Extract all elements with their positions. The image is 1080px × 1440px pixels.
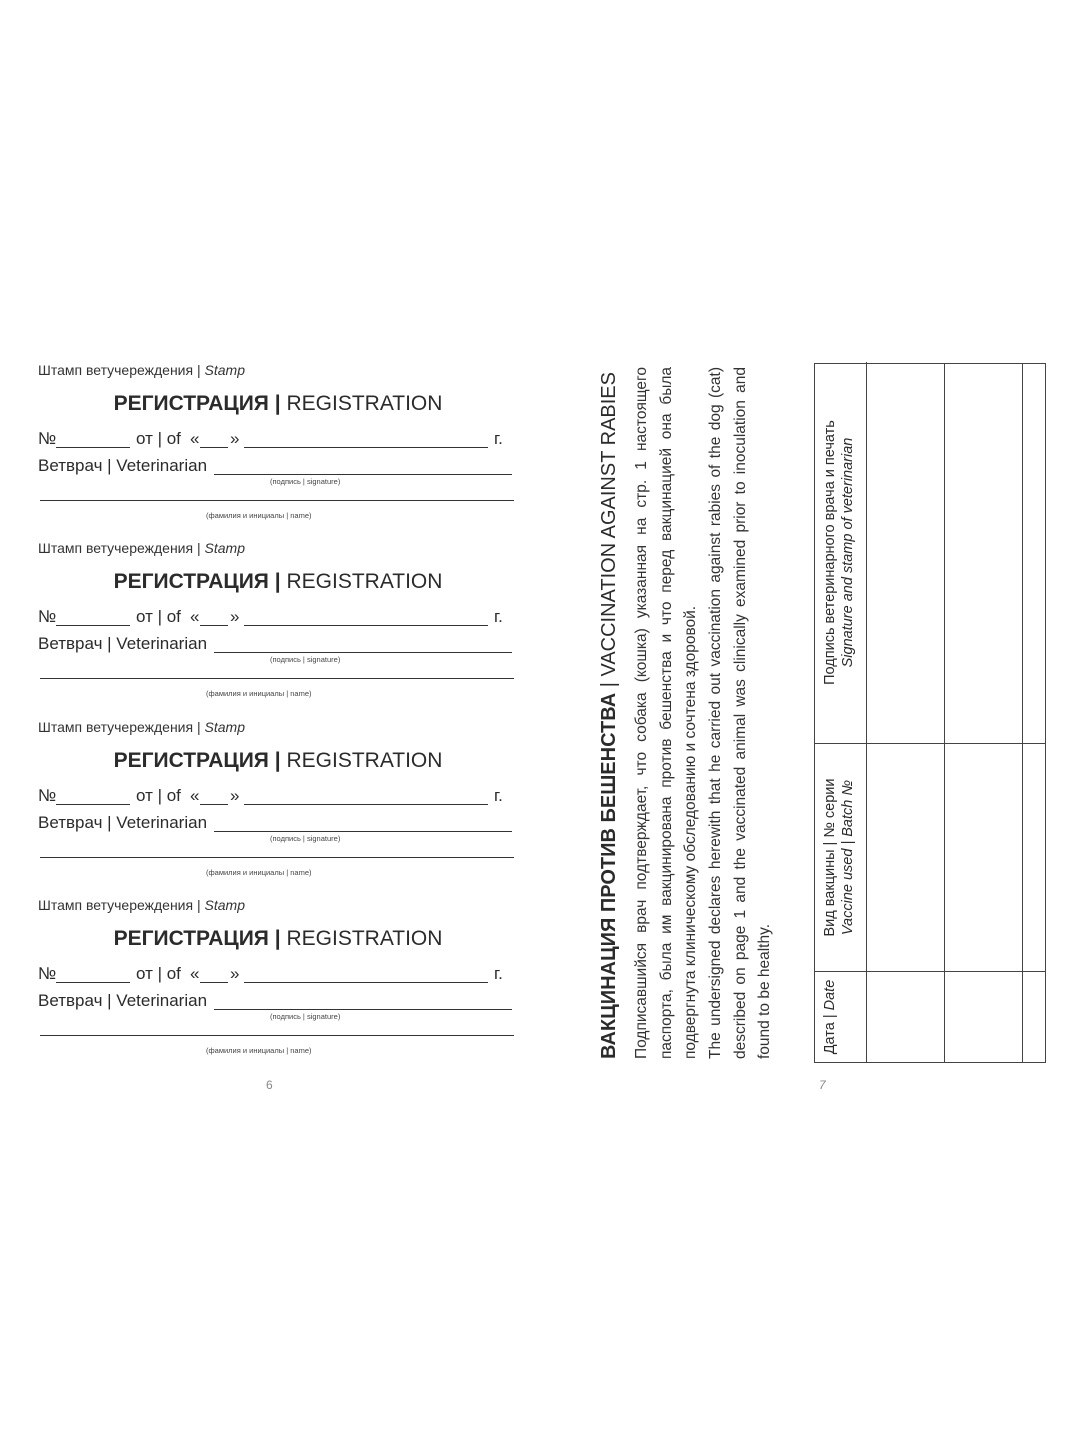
- registration-block: [38, 350, 518, 520]
- quote-open: «: [190, 964, 200, 983]
- signature-field[interactable]: [214, 652, 512, 653]
- quote-close: »: [230, 429, 240, 448]
- name-field[interactable]: [40, 500, 514, 501]
- date-column: [815, 972, 1045, 1062]
- quote-close: »: [230, 786, 240, 805]
- month-year-field[interactable]: [244, 625, 488, 626]
- registration-block: [38, 885, 518, 1055]
- number-date-row: [38, 964, 508, 986]
- day-field[interactable]: [200, 804, 228, 805]
- number-date-row: [38, 786, 508, 808]
- veterinarian-label: Ветврач | Veterinarian: [38, 991, 208, 1010]
- veterinarian-row: [38, 456, 518, 478]
- signature-caption: (подпись | signature): [270, 477, 341, 486]
- month-year-field[interactable]: [244, 804, 488, 805]
- quote-open: «: [190, 607, 200, 626]
- stamp-label: Штамп ветучереждения | Stamp: [38, 540, 245, 556]
- quote-open: «: [190, 429, 200, 448]
- signature-caption: (подпись | signature): [270, 655, 341, 664]
- name-field[interactable]: [40, 1035, 514, 1036]
- day-field[interactable]: [200, 447, 228, 448]
- table-row[interactable]: [944, 364, 945, 1062]
- number-label: №: [38, 607, 57, 626]
- date-header: Дата | Date: [815, 972, 867, 1062]
- page-number: 6: [266, 1078, 273, 1092]
- quote-open: «: [190, 786, 200, 805]
- name-caption: (фамилия и инициалы | name): [206, 689, 312, 698]
- year-label: г.: [494, 429, 503, 448]
- vaccine-column: [815, 744, 1045, 972]
- veterinarian-label: Ветврач | Veterinarian: [38, 456, 208, 475]
- declaration-en: The undersigned declares herewith that he carried out vaccination against rabies of the dog (cat) described on page 1 and the vaccinated animal was clinically examined prior to inoculation and found to be healthy.: [707, 367, 773, 1059]
- number-label: №: [38, 429, 57, 448]
- signature-caption: (подпись | signature): [270, 834, 341, 843]
- from-label: от | of: [136, 964, 181, 983]
- number-date-row: [38, 429, 508, 451]
- number-label: №: [38, 964, 57, 983]
- from-label: от | of: [136, 429, 181, 448]
- signature-field[interactable]: [214, 474, 512, 475]
- registration-block: [38, 707, 518, 877]
- signature-header: Подпись ветеринарного врача и печать Signature and stamp of veterinarian: [815, 362, 867, 743]
- name-field[interactable]: [40, 678, 514, 679]
- name-caption: (фамилия и инициалы | name): [206, 868, 312, 877]
- page-number: 7: [819, 1078, 826, 1092]
- signature-field[interactable]: [214, 831, 512, 832]
- registration-title: РЕГИСТРАЦИЯ | REGISTRATION: [113, 570, 443, 593]
- signature-caption: (подпись | signature): [270, 1012, 341, 1021]
- stamp-label: Штамп ветучереждения | Stamp: [38, 719, 245, 735]
- veterinarian-label: Ветврач | Veterinarian: [38, 634, 208, 653]
- number-field[interactable]: [56, 625, 130, 626]
- veterinarian-label: Ветврач | Veterinarian: [38, 813, 208, 832]
- vaccination-title: ВАКЦИНАЦИЯ ПРОТИВ БЕШЕНСТВА | VACCINATION AGAINST RABIES: [598, 372, 620, 1059]
- veterinarian-row: [38, 634, 518, 656]
- name-caption: (фамилия и инициалы | name): [206, 511, 312, 520]
- veterinarian-row: [38, 813, 518, 835]
- vaccination-table: [814, 363, 1046, 1063]
- from-label: от | of: [136, 607, 181, 626]
- vaccine-header: Вид вакцины | № серии Vaccine used | Batch №: [815, 744, 867, 971]
- registration-title: РЕГИСТРАЦИЯ | REGISTRATION: [113, 749, 443, 772]
- quote-close: »: [230, 607, 240, 626]
- registration-title: РЕГИСТРАЦИЯ | REGISTRATION: [113, 927, 443, 950]
- name-field[interactable]: [40, 857, 514, 858]
- year-label: г.: [494, 964, 503, 983]
- stamp-label: Штамп ветучереждения | Stamp: [38, 362, 245, 378]
- left-page: [0, 350, 540, 1110]
- signature-column: [815, 362, 1045, 744]
- registration-block: [38, 528, 518, 698]
- month-year-field[interactable]: [244, 447, 488, 448]
- month-year-field[interactable]: [244, 982, 488, 983]
- right-page: [540, 350, 1080, 1110]
- number-field[interactable]: [56, 447, 130, 448]
- number-label: №: [38, 786, 57, 805]
- declaration-ru: Подписавшийся врач подтверждает, что собака (кошка) указанная на стр. 1 настоящего паспорта, была им вакцинирована против бешенства и что перед вакцинацией она была подвергнута клиническому обследованию и сочтена здоровой.: [633, 367, 699, 1059]
- day-field[interactable]: [200, 982, 228, 983]
- rotated-content: [588, 363, 1064, 1063]
- quote-close: »: [230, 964, 240, 983]
- number-field[interactable]: [56, 804, 130, 805]
- stamp-label: Штамп ветучереждения | Stamp: [38, 897, 245, 913]
- year-label: г.: [494, 607, 503, 626]
- number-date-row: [38, 607, 508, 629]
- table-row[interactable]: [1022, 364, 1023, 1062]
- from-label: от | of: [136, 786, 181, 805]
- signature-field[interactable]: [214, 1009, 512, 1010]
- veterinarian-row: [38, 991, 518, 1013]
- name-caption: (фамилия и инициалы | name): [206, 1046, 312, 1055]
- registration-title: РЕГИСТРАЦИЯ | REGISTRATION: [113, 392, 443, 415]
- year-label: г.: [494, 786, 503, 805]
- day-field[interactable]: [200, 625, 228, 626]
- number-field[interactable]: [56, 982, 130, 983]
